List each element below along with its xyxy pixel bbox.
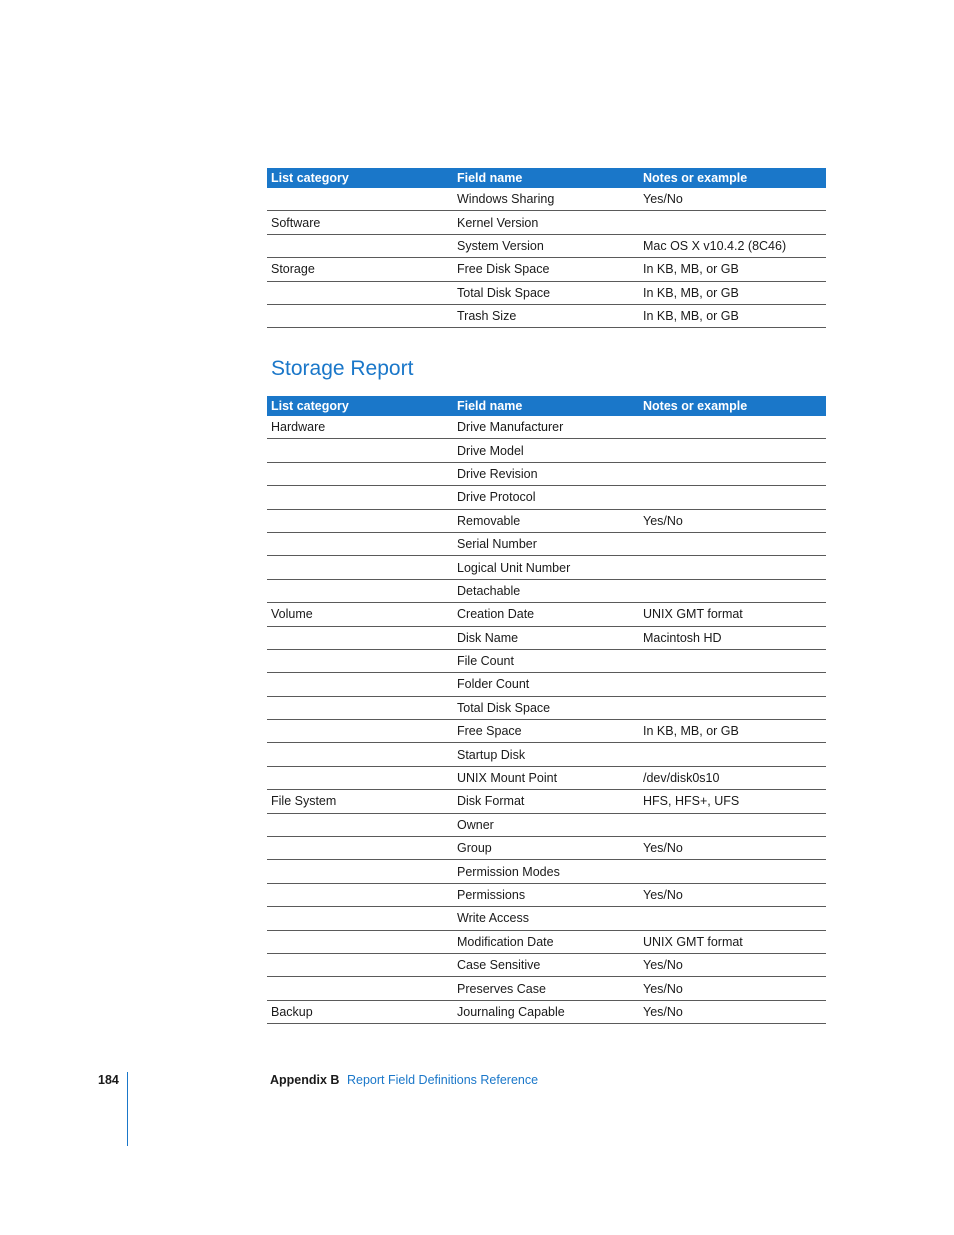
table-header-row [267, 168, 826, 188]
table-body [267, 416, 826, 1024]
cell-field-name: Free Disk Space [453, 258, 639, 281]
table-row [267, 211, 826, 234]
table-row [267, 509, 826, 532]
header-notes: Notes or example [639, 396, 826, 416]
cell-notes: Yes/No [639, 977, 826, 1000]
cell-list-category [267, 696, 453, 719]
cell-notes: Mac OS X v10.4.2 (8C46) [639, 234, 826, 257]
cell-field-name: Preserves Case [453, 977, 639, 1000]
table-row [267, 603, 826, 626]
cell-notes [639, 211, 826, 234]
cell-list-category: Volume [267, 603, 453, 626]
field-table-continued [267, 168, 826, 328]
cell-notes [639, 743, 826, 766]
cell-list-category [267, 462, 453, 485]
table-row [267, 766, 826, 789]
footer-rule [127, 1072, 128, 1146]
table-row [267, 304, 826, 327]
table-body [267, 188, 826, 328]
table-row [267, 930, 826, 953]
cell-notes: /dev/disk0s10 [639, 766, 826, 789]
table-row [267, 281, 826, 304]
cell-field-name: Logical Unit Number [453, 556, 639, 579]
cell-list-category [267, 977, 453, 1000]
cell-field-name: System Version [453, 234, 639, 257]
table-row [267, 1000, 826, 1023]
cell-list-category [267, 439, 453, 462]
cell-notes: Yes/No [639, 953, 826, 976]
header-notes: Notes or example [639, 168, 826, 188]
cell-field-name: Permission Modes [453, 860, 639, 883]
cell-notes: Yes/No [639, 1000, 826, 1023]
table-row [267, 813, 826, 836]
cell-field-name: Trash Size [453, 304, 639, 327]
cell-notes [639, 860, 826, 883]
cell-field-name: Detachable [453, 579, 639, 602]
cell-list-category [267, 649, 453, 672]
cell-notes: Macintosh HD [639, 626, 826, 649]
cell-field-name: Case Sensitive [453, 953, 639, 976]
cell-field-name: Group [453, 837, 639, 860]
cell-notes [639, 673, 826, 696]
cell-field-name: Removable [453, 509, 639, 532]
cell-notes [639, 462, 826, 485]
cell-field-name: Free Space [453, 720, 639, 743]
cell-field-name: Windows Sharing [453, 188, 639, 211]
table-row [267, 532, 826, 555]
section-title: Storage Report [271, 357, 414, 380]
table-row [267, 258, 826, 281]
cell-list-category [267, 883, 453, 906]
cell-field-name: Permissions [453, 883, 639, 906]
cell-field-name: Drive Model [453, 439, 639, 462]
cell-notes: In KB, MB, or GB [639, 281, 826, 304]
cell-list-category: Hardware [267, 416, 453, 439]
table-row [267, 626, 826, 649]
cell-notes: HFS, HFS+, UFS [639, 790, 826, 813]
cell-field-name: Drive Revision [453, 462, 639, 485]
table-row [267, 953, 826, 976]
cell-field-name: Creation Date [453, 603, 639, 626]
table-row [267, 837, 826, 860]
cell-list-category [267, 556, 453, 579]
cell-list-category [267, 579, 453, 602]
cell-list-category [267, 532, 453, 555]
cell-notes: In KB, MB, or GB [639, 720, 826, 743]
table-row [267, 579, 826, 602]
cell-field-name: Disk Name [453, 626, 639, 649]
cell-notes [639, 696, 826, 719]
appendix-title-link[interactable]: Report Field Definitions Reference [347, 1073, 539, 1087]
table-row [267, 673, 826, 696]
cell-field-name: Folder Count [453, 673, 639, 696]
appendix-label: Appendix B [270, 1073, 340, 1087]
table-row [267, 486, 826, 509]
table-row [267, 234, 826, 257]
cell-list-category [267, 907, 453, 930]
cell-list-category [267, 860, 453, 883]
table-row [267, 696, 826, 719]
table-row [267, 556, 826, 579]
header-field-name: Field name [453, 168, 639, 188]
cell-field-name: Startup Disk [453, 743, 639, 766]
table-row [267, 416, 826, 439]
cell-notes [639, 579, 826, 602]
cell-field-name: Drive Protocol [453, 486, 639, 509]
cell-notes [639, 486, 826, 509]
cell-field-name: Owner [453, 813, 639, 836]
cell-list-category [267, 486, 453, 509]
cell-notes: Yes/No [639, 509, 826, 532]
cell-list-category [267, 304, 453, 327]
table-row [267, 720, 826, 743]
cell-notes [639, 907, 826, 930]
cell-list-category [267, 673, 453, 696]
table-row [267, 907, 826, 930]
cell-field-name: Serial Number [453, 532, 639, 555]
table-row [267, 977, 826, 1000]
table-header-row [267, 396, 826, 416]
table-row [267, 883, 826, 906]
table-row [267, 649, 826, 672]
cell-notes [639, 813, 826, 836]
cell-list-category [267, 626, 453, 649]
cell-list-category [267, 766, 453, 789]
cell-field-name: UNIX Mount Point [453, 766, 639, 789]
cell-field-name: Total Disk Space [453, 696, 639, 719]
cell-notes: UNIX GMT format [639, 603, 826, 626]
cell-field-name: Journaling Capable [453, 1000, 639, 1023]
table-row [267, 743, 826, 766]
header-list-category: List category [267, 396, 453, 416]
cell-list-category [267, 509, 453, 532]
cell-list-category: Software [267, 211, 453, 234]
table-row [267, 860, 826, 883]
cell-list-category [267, 930, 453, 953]
cell-notes [639, 649, 826, 672]
table-row [267, 188, 826, 211]
table-row [267, 439, 826, 462]
cell-notes [639, 532, 826, 555]
cell-field-name: Modification Date [453, 930, 639, 953]
header-field-name: Field name [453, 396, 639, 416]
table-row [267, 462, 826, 485]
cell-list-category [267, 953, 453, 976]
cell-list-category [267, 813, 453, 836]
table-row [267, 790, 826, 813]
cell-field-name: Total Disk Space [453, 281, 639, 304]
cell-field-name: Kernel Version [453, 211, 639, 234]
storage-report-table [267, 396, 826, 1024]
cell-notes [639, 439, 826, 462]
cell-list-category [267, 234, 453, 257]
cell-list-category [267, 743, 453, 766]
cell-notes: Yes/No [639, 837, 826, 860]
cell-list-category: Storage [267, 258, 453, 281]
cell-list-category: Backup [267, 1000, 453, 1023]
cell-notes: Yes/No [639, 188, 826, 211]
cell-list-category [267, 720, 453, 743]
cell-field-name: Disk Format [453, 790, 639, 813]
cell-notes: In KB, MB, or GB [639, 304, 826, 327]
header-list-category: List category [267, 168, 453, 188]
page-number: 184 [98, 1073, 119, 1087]
cell-notes [639, 556, 826, 579]
cell-field-name: File Count [453, 649, 639, 672]
cell-list-category [267, 837, 453, 860]
cell-notes: UNIX GMT format [639, 930, 826, 953]
cell-list-category [267, 281, 453, 304]
cell-list-category [267, 188, 453, 211]
cell-notes [639, 416, 826, 439]
cell-notes: Yes/No [639, 883, 826, 906]
cell-notes: In KB, MB, or GB [639, 258, 826, 281]
cell-field-name: Write Access [453, 907, 639, 930]
cell-field-name: Drive Manufacturer [453, 416, 639, 439]
cell-list-category: File System [267, 790, 453, 813]
